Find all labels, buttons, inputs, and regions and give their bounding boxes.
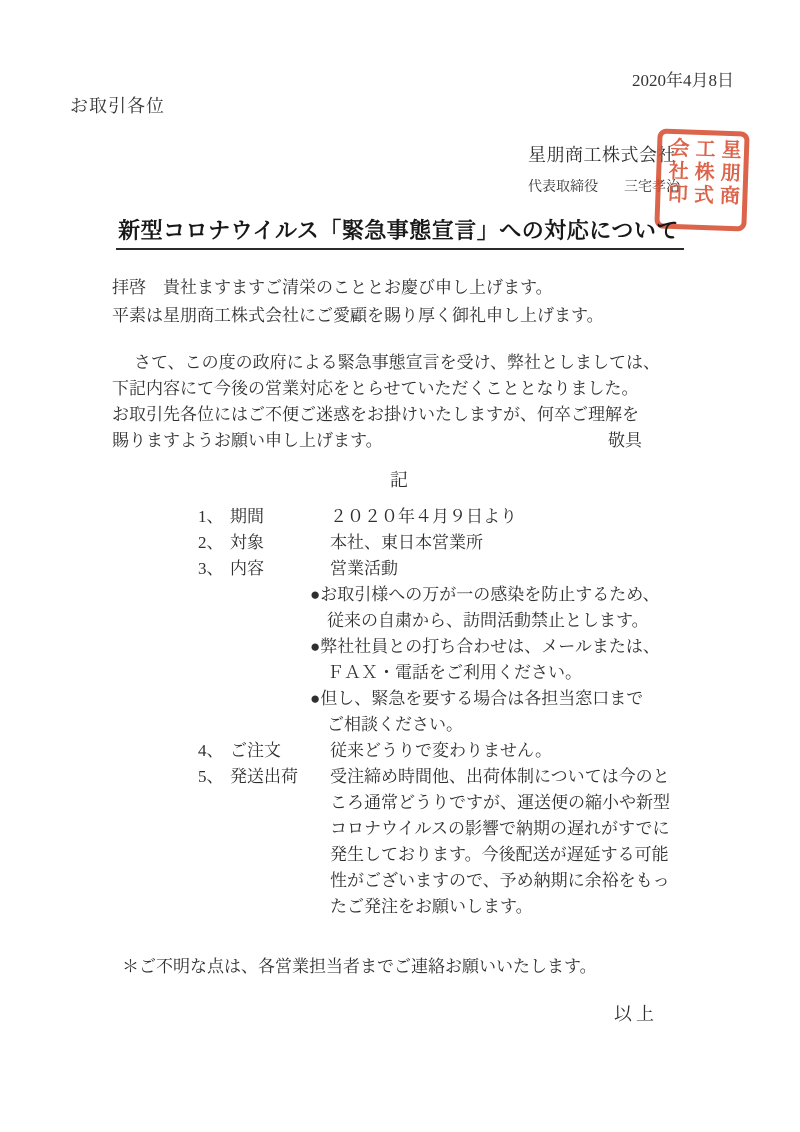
- item-value: 従来どうりで変わりません。: [330, 741, 553, 760]
- recipient-line: お取引各位: [70, 96, 165, 116]
- item-value-line: 発生しております。今後配送が遅延する可能: [330, 845, 669, 864]
- keigu-closing: 敬具: [608, 431, 642, 450]
- letter-title: 新型コロナウイルス「緊急事態宣言」への対応について: [116, 214, 684, 250]
- list-item-period: [198, 504, 670, 530]
- seal-column: 工株式: [690, 137, 715, 208]
- item-value-line: ころ通常どうりですが、運送便の縮小や新型: [330, 793, 670, 812]
- item-value-line: たご発注をお願いします。: [330, 897, 533, 916]
- seal-column: 星朋商: [716, 138, 741, 209]
- item-label: 内容: [230, 559, 264, 578]
- greeting-line: 拝啓 貴社ますますご清栄のこととお慶び申し上げます。: [112, 278, 553, 297]
- bullet-line-continuation: ご相談ください。: [327, 715, 463, 734]
- letter-title-row: [0, 214, 800, 250]
- body-line: [112, 428, 642, 454]
- body-line: 下記内容にて今後の営業対応をとらせていただくこととなりました。: [112, 379, 639, 398]
- list-item-orders: [198, 738, 670, 764]
- body-line: さて、この度の政府による緊急事態宣言を受け、弊社としましては、: [134, 353, 660, 372]
- seal-column: 会社印: [664, 136, 689, 207]
- item-number: 3、: [198, 559, 224, 578]
- item-number: 5、: [198, 767, 224, 786]
- item-value: 営業活動: [330, 559, 398, 578]
- sender-name: 三宅孝治: [624, 180, 680, 195]
- bullet-line-continuation: 従来の自粛から、訪問活動禁止とします。: [327, 611, 649, 630]
- record-heading: 記: [390, 470, 410, 490]
- item-label: 対象: [230, 533, 264, 552]
- item-number: 4、: [198, 741, 224, 760]
- bullet-line: ●弊社社員との打ち合わせは、メールまたは、: [310, 637, 660, 656]
- bullet-line: ●お取引様への万が一の感染を防止するため、: [310, 585, 660, 604]
- item-value-line: コロナウイルスの影響で納期の遅れがすでに: [330, 819, 670, 838]
- closing-mark-ijou: 以上: [614, 1004, 658, 1024]
- item-label: 発送出荷: [230, 767, 298, 786]
- item-value: 本社、東日本営業所: [330, 533, 483, 552]
- greeting-line: 平素は星朋商工株式会社にご愛顧を賜り厚く御礼申し上げます。: [112, 306, 604, 325]
- item-value-line: 性がございますので、予め納期に余裕をもっ: [330, 871, 670, 890]
- body-line: お取引先各位にはご不便ご迷惑をお掛けいたしますが、何卒ご理解を: [112, 405, 639, 424]
- bullet-line: ●但し、緊急を要する場合は各担当窓口まで: [310, 689, 644, 708]
- body-paragraph: [112, 350, 660, 454]
- notice-item-list: [198, 504, 670, 920]
- sender-title: 代表取締役: [528, 180, 598, 195]
- list-item-target: [198, 530, 670, 556]
- greeting-paragraph: [112, 274, 604, 330]
- item-number: 2、: [198, 533, 224, 552]
- item-number: 1、: [198, 507, 224, 526]
- letter-date: 2020年4月8日: [632, 71, 734, 90]
- list-item-shipping: [198, 764, 670, 920]
- footnote: ＊ご不明な点は、各営業担当者までご連絡お願いいたします。: [122, 957, 597, 976]
- content-bullet-list: [310, 582, 670, 738]
- body-line-text: 賜りますようお願い申し上げます。: [112, 431, 383, 450]
- sender-company-name: 星朋商工株式会社: [528, 145, 676, 165]
- item-value-line: 受注締め時間他、出荷体制については今のと: [330, 767, 670, 786]
- item-label: 期間: [230, 507, 264, 526]
- item-label: ご注文: [230, 741, 281, 760]
- list-item-content: [198, 556, 670, 582]
- item-value: ２０２０年４月９日より: [330, 507, 517, 526]
- item-value-multiline: [330, 764, 670, 920]
- bullet-line-continuation: ＦＡＸ・電話をご利用ください。: [327, 663, 582, 682]
